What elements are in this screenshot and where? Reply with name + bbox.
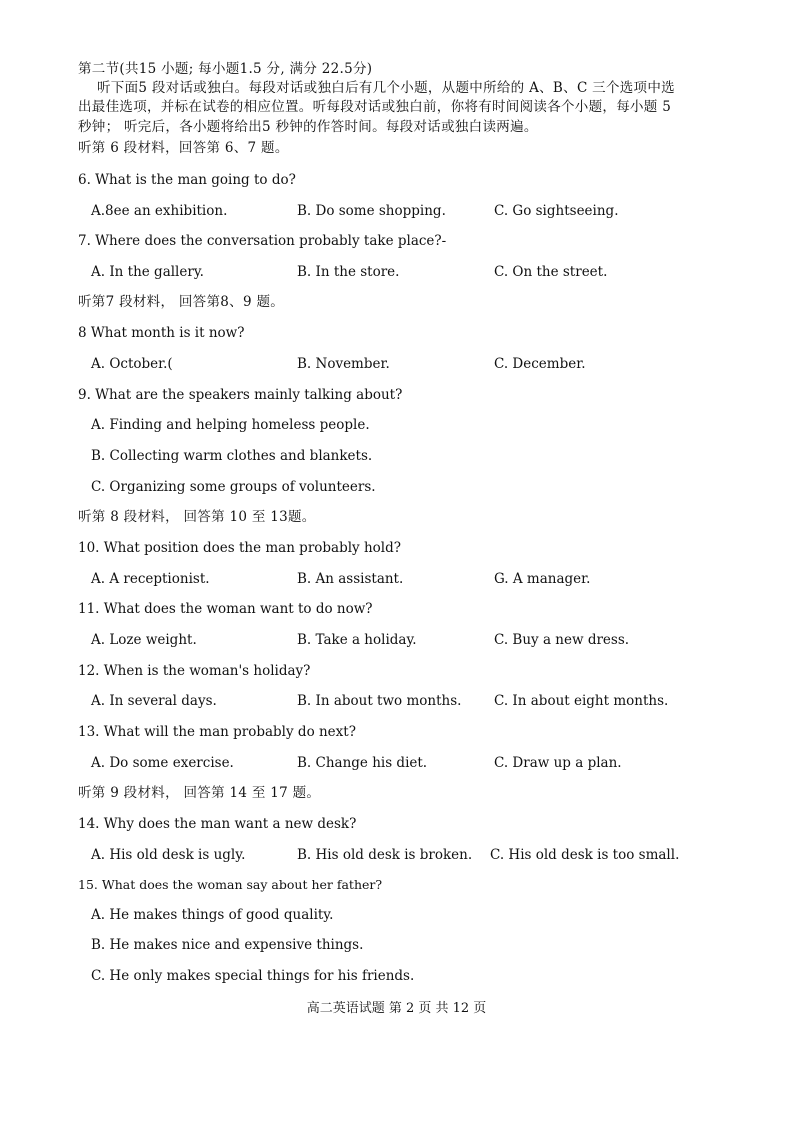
question-6: 6. What is the man going to do? [78, 172, 296, 188]
question-15: 15. What does the woman say about her father? [78, 877, 383, 892]
q15-option-a: A. He makes things of good quality. [91, 907, 334, 923]
q9-option-b: B. Collecting warm clothes and blankets. [91, 448, 373, 464]
q13-option-c: C. Draw up a plan. [494, 755, 622, 771]
q6-option-c: C. Go sightseeing. [494, 203, 619, 219]
q13-option-a: A. Do some exercise. [91, 755, 234, 771]
question-12: 12. When is the woman's holiday? [78, 663, 311, 679]
question-10: 10. What position does the man probably hold? [78, 540, 401, 556]
q14-option-c: C. His old desk is too small. [490, 847, 680, 863]
page-footer: 高二英语试题 第 2 页 共 12 页 [306, 1001, 487, 1016]
instruction-line-3: 秒钟； 听完后，各小题将给出5 秒钟的作答时间。每段对话或独白读两遍。 [78, 119, 538, 135]
q11-option-c: C. Buy a new dress. [494, 632, 630, 648]
q11-option-a: A. Loze weight. [91, 632, 197, 648]
q7-option-c: C. On the street. [494, 264, 608, 280]
instruction-line-2: 出最佳选项，并标在试卷的相应位置。听每段对话或独白前，你将有时间阅读各个小题，每小题 5 [78, 99, 672, 115]
question-14: 14. Why does the man want a new desk? [78, 816, 357, 832]
question-8: 8 What month is it now? [78, 325, 245, 341]
q12-option-c: C. In about eight months. [494, 693, 669, 709]
listening-prompt-8: 听第 8 段材料， 回答第 10 至 13题。 [78, 509, 316, 525]
q15-option-b: B. He makes nice and expensive things. [91, 937, 364, 953]
q9-option-a: A. Finding and helping homeless people. [91, 417, 370, 433]
q8-option-b: B. November. [297, 356, 390, 372]
listening-prompt-7: 听第7 段材料， 回答第8、9 题。 [78, 294, 285, 310]
q6-option-b: B. Do some shopping. [297, 203, 446, 219]
q8-option-a: A. October.( [91, 356, 173, 372]
q9-option-c: C. Organizing some groups of volunteers. [91, 479, 376, 495]
instruction-line-1: 听下面5 段对话或独白。每段对话或独白后有几个小题，从题中所给的 A、B、C 三个选项中选 [97, 80, 675, 96]
q10-option-c: G. A manager. [494, 571, 591, 587]
q6-option-a: A.8ee an exhibition. [91, 203, 228, 219]
listening-prompt-9: 听第 9 段材料， 回答第 14 至 17 题。 [78, 785, 321, 801]
q14-option-a: A. His old desk is ugly. [91, 847, 246, 863]
q11-option-b: B. Take a holiday. [297, 632, 417, 648]
question-9: 9. What are the speakers mainly talking about? [78, 387, 403, 403]
q15-option-c: C. He only makes special things for his friends. [91, 968, 415, 984]
q7-option-a: A. In the gallery. [91, 264, 204, 280]
question-11: 11. What does the woman want to do now? [78, 601, 373, 617]
q7-option-b: B. In the store. [297, 264, 400, 280]
q10-option-a: A. A receptionist. [91, 571, 210, 587]
q12-option-b: B. In about two months. [297, 693, 462, 709]
q13-option-b: B. Change his diet. [297, 755, 428, 771]
q12-option-a: A. In several days. [91, 693, 217, 709]
q10-option-b: B. An assistant. [297, 571, 404, 587]
listening-prompt-6: 听第 6 段材料，回答第 6、7 题。 [78, 140, 289, 156]
section-heading: 第二节(共15 小题; 每小题1.5 分, 满分 22.5分) [78, 61, 373, 77]
q8-option-c: C. December. [494, 356, 586, 372]
question-7: 7. Where does the conversation probably take place?- [78, 233, 447, 249]
q14-option-b: B. His old desk is broken. [297, 847, 473, 863]
question-13: 13. What will the man probably do next? [78, 724, 356, 740]
